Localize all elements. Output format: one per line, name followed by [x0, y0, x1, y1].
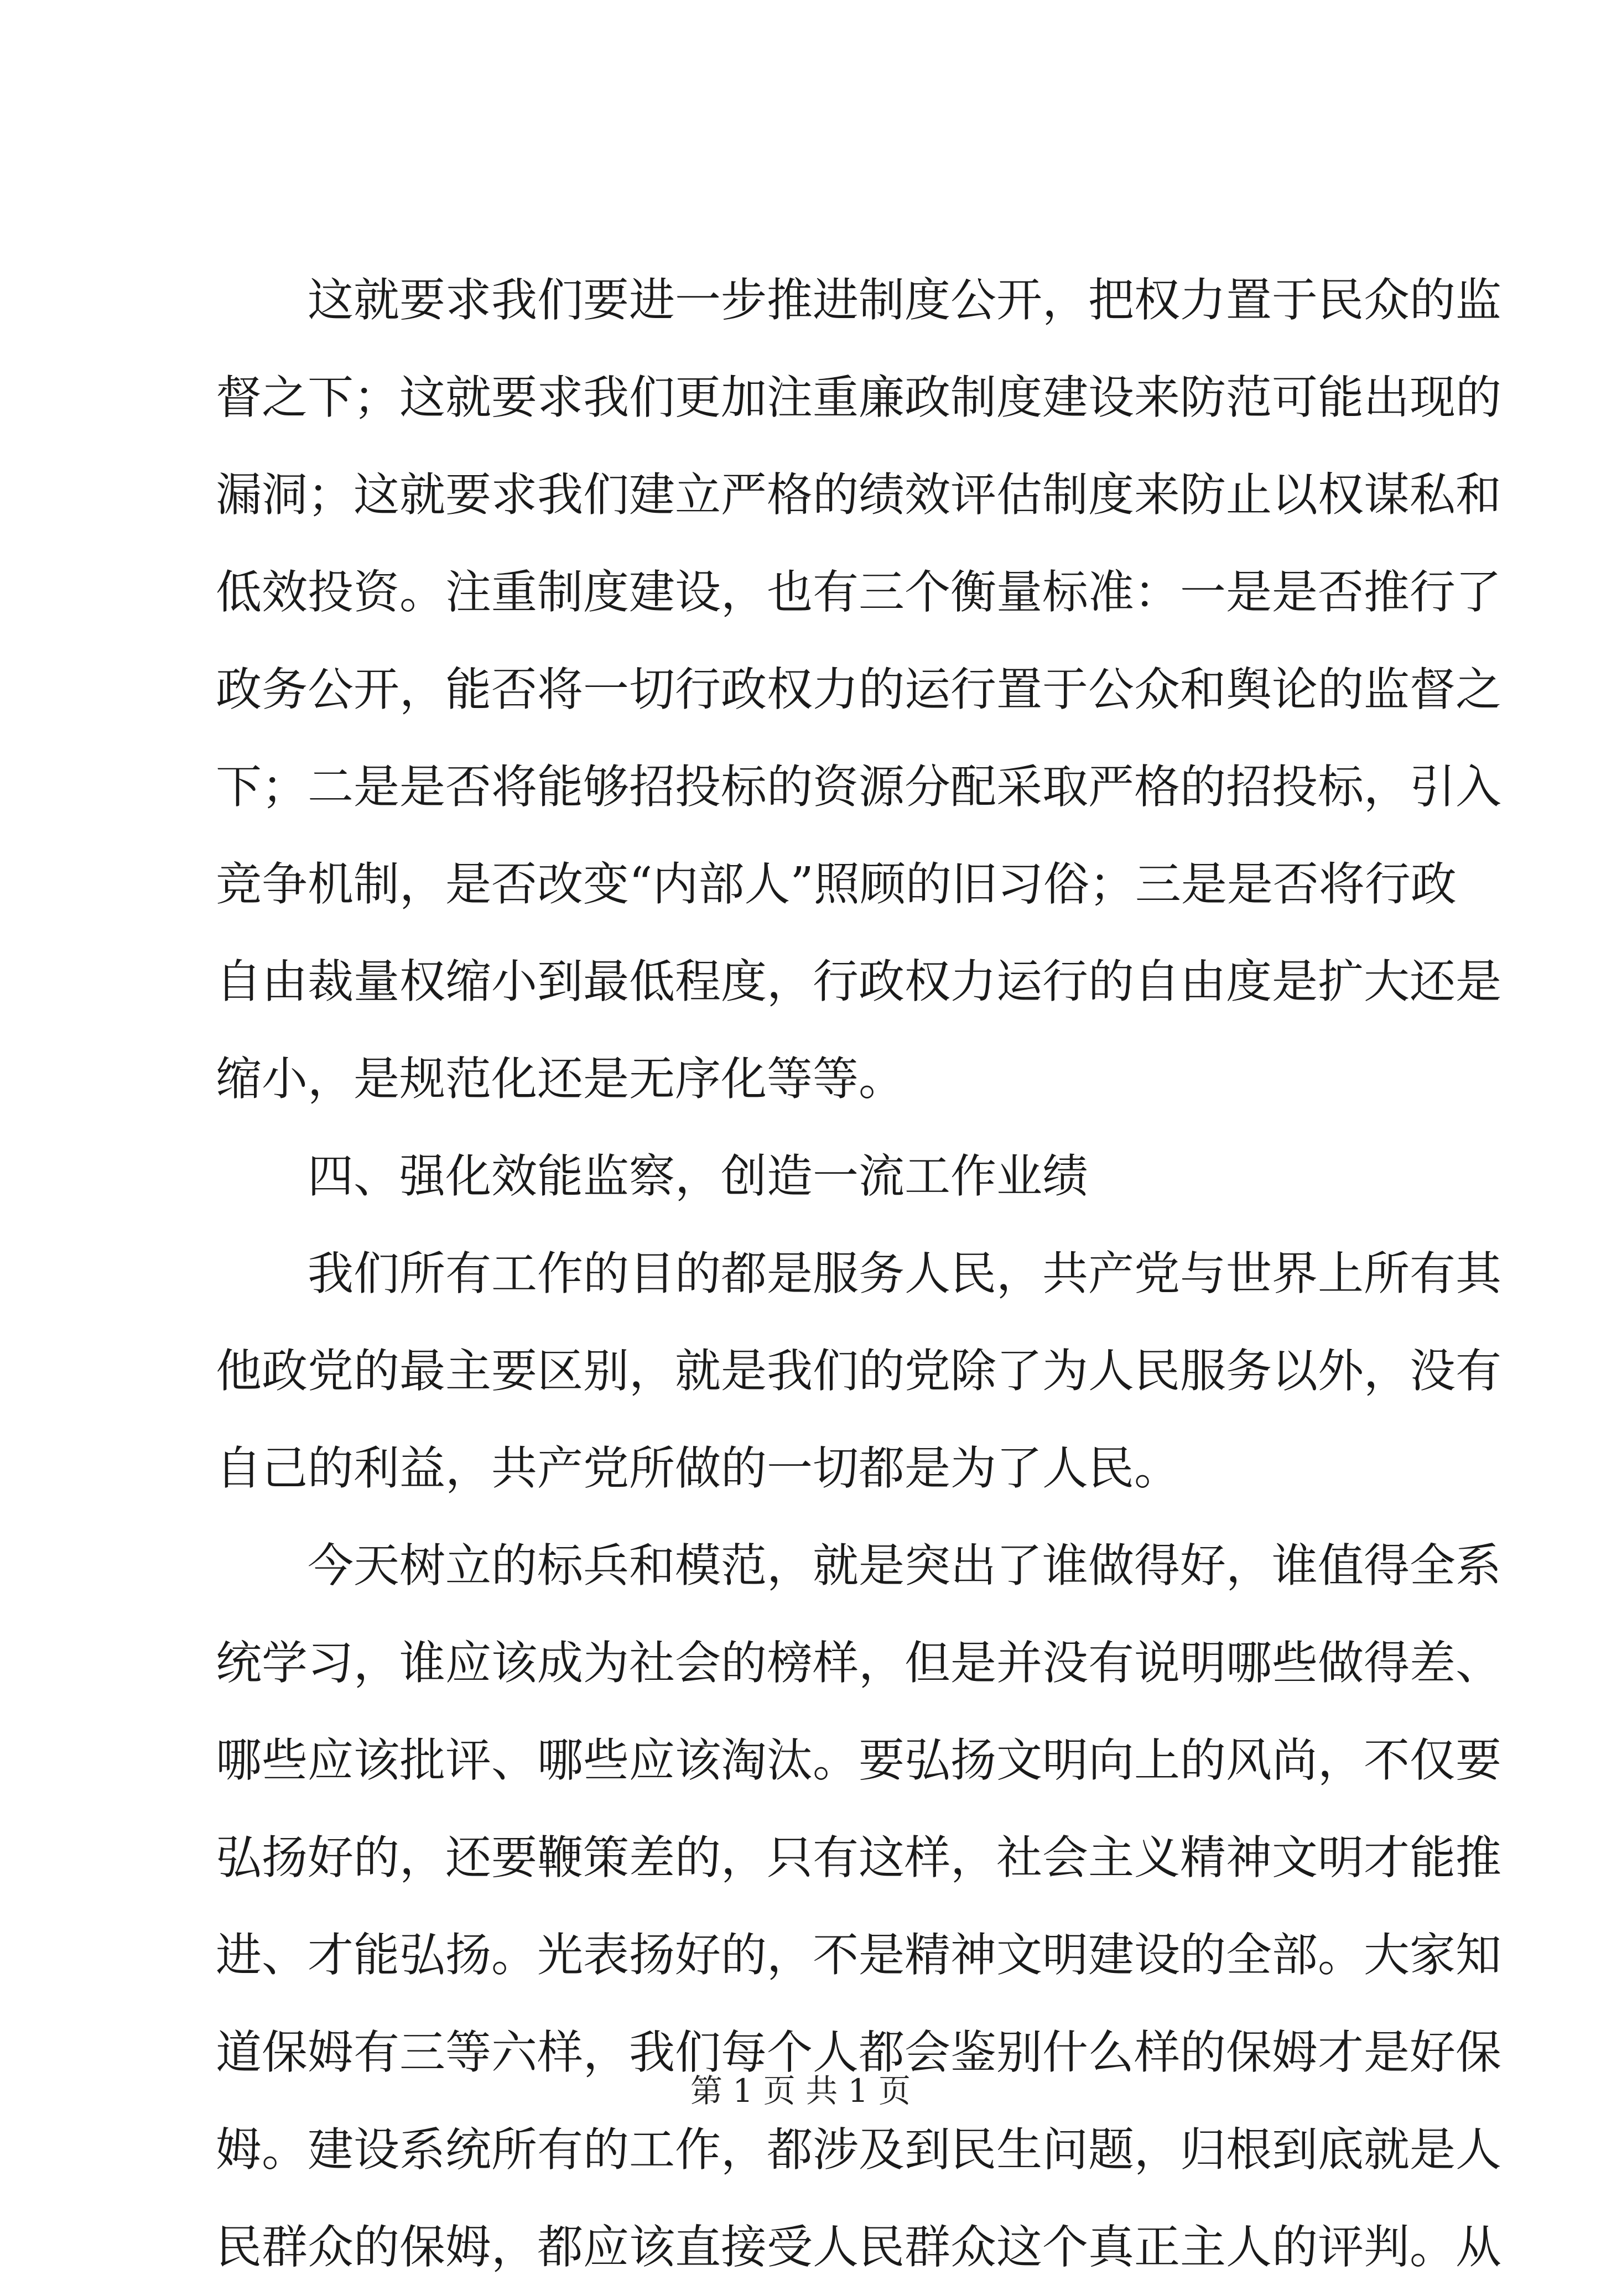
text-line: 统学习，谁应该成为社会的榜样，但是并没有说明哪些做得差、 — [216, 1636, 1501, 1690]
text-line: 道保姆有三等六样，我们每个人都会鉴别什么样的保姆才是好保 — [216, 2026, 1501, 2079]
text-line: 他政党的最主要区别，就是我们的党除了为人民服务以外，没有 — [216, 1344, 1501, 1398]
section-heading: 四、强化效能监察，创造一流工作业绩 — [308, 1149, 1088, 1203]
text-line: 督之下；这就要求我们更加注重廉政制度建设来防范可能出现的 — [216, 371, 1501, 424]
text-line: 这就要求我们要进一步推进制度公开，把权力置于民众的监 — [308, 273, 1501, 327]
text-line: 漏洞；这就要求我们建立严格的绩效评估制度来防止以权谋私和 — [216, 468, 1501, 522]
text-line: 自己的利益，共产党所做的一切都是为了人民。 — [216, 1441, 1180, 1495]
text-line: 哪些应该批评、哪些应该淘汰。要弘扬文明向上的风尚，不仅要 — [216, 1733, 1501, 1787]
text-line: 自由裁量权缩小到最低程度，行政权力运行的自由度是扩大还是 — [216, 955, 1501, 1008]
text-line: 今天树立的标兵和模范，就是突出了谁做得好，谁值得全系 — [308, 1539, 1501, 1592]
text-line: 竞争机制，是否改变“内部人”照顾的旧习俗；三是是否将行政 — [216, 857, 1457, 911]
text-line: 弘扬好的，还要鞭策差的，只有这样，社会主义精神文明才能推 — [216, 1831, 1501, 1884]
text-line: 低效投资。注重制度建设，也有三个衡量标准：一是是否推行了 — [216, 565, 1501, 619]
text-line: 下；二是是否将能够招投标的资源分配采取严格的招投标，引入 — [216, 760, 1501, 814]
text-line: 姆。建设系统所有的工作，都涉及到民生问题，归根到底就是人 — [216, 2123, 1501, 2177]
text-line: 我们所有工作的目的都是服务人民，共产党与世界上所有其 — [308, 1247, 1501, 1300]
page-footer: 第 1 页 共 1 页 — [690, 2072, 911, 2110]
text-line: 缩小，是规范化还是无序化等等。 — [216, 1052, 905, 1106]
text-line: 进、才能弘扬。光表扬好的，不是精神文明建设的全部。大家知 — [216, 1928, 1501, 1982]
body-text — [216, 252, 1501, 2296]
text-line: 政务公开，能否将一切行政权力的运行置于公众和舆论的监督之 — [216, 663, 1501, 716]
text-line: 民群众的保姆，都应该直接受人民群众这个真正主人的评判。从 — [216, 2220, 1501, 2274]
